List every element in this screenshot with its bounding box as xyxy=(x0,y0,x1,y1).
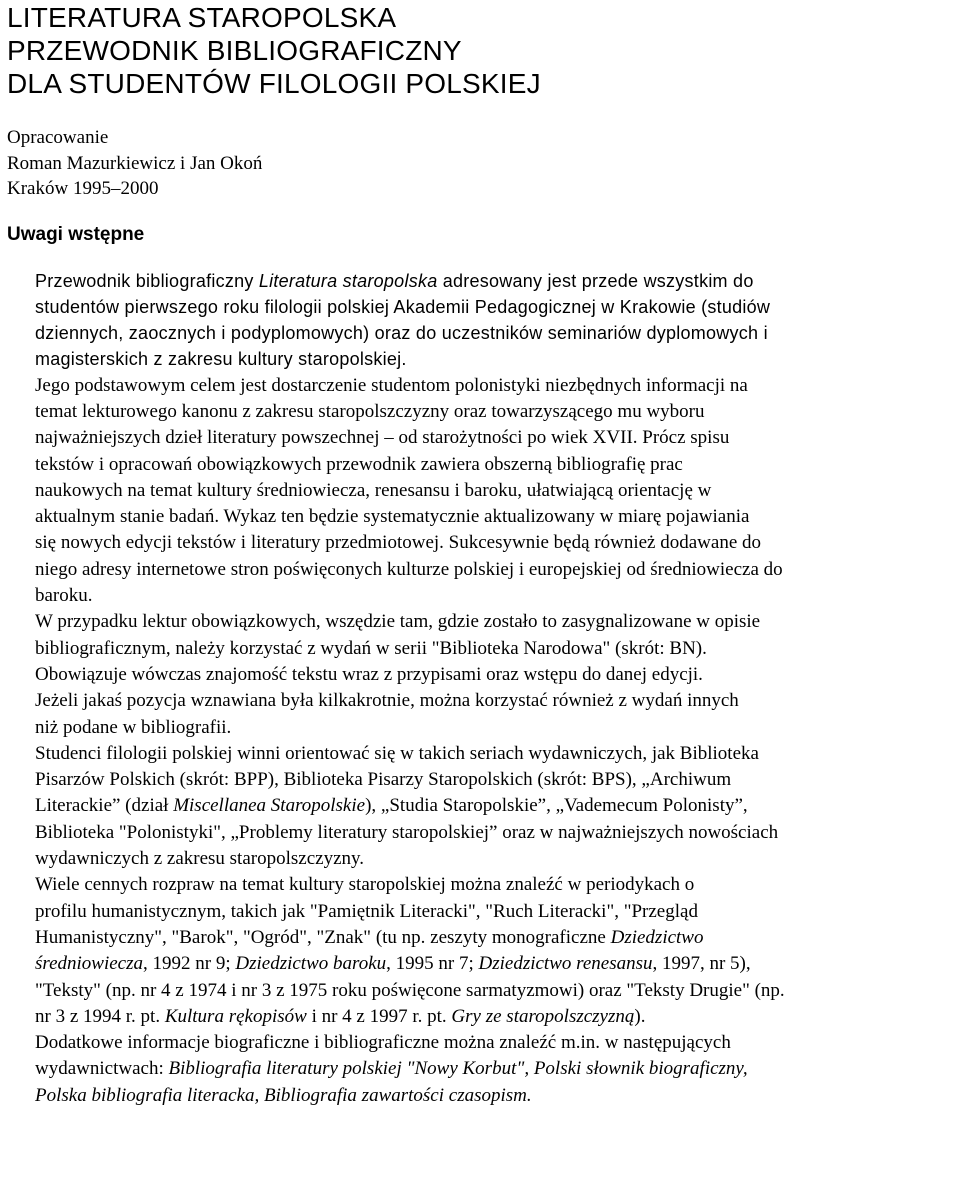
paragraph-1-line-4: magisterskich z zakresu kultury staropolskiej. xyxy=(35,349,407,370)
text: adresowany jest przede wszystkim do xyxy=(437,270,754,291)
text: ). xyxy=(634,1005,646,1027)
paragraph-2-line-7: się nowych edycji tekstów i literatury przedmiotowej. Sukcesywnie będą również dodawane do xyxy=(35,532,762,554)
paragraph-1-line-1 xyxy=(7,268,944,294)
italic-title: Dziedzictwo renesansu xyxy=(478,953,653,975)
paragraph-3-line-4: Jeżeli jakaś pozycja wznawiana była kilkakrotnie, można korzystać również z wydań innych xyxy=(35,690,739,712)
paragraph-1-line-3: dziennych, zaocznych i podyplomowych) oraz do uczestników seminariów dyplomowych i xyxy=(35,323,768,344)
paragraph-2 xyxy=(7,373,944,610)
paragraph-6-line-1: Dodatkowe informacje biograficzne i bibliograficzne można znaleźć m.in. w następujących xyxy=(35,1032,731,1054)
text: Przewodnik bibliograficzny xyxy=(35,270,259,291)
italic-title: Polska bibliografia literacka, Bibliografia zawartości czasopism. xyxy=(35,1084,532,1106)
credits-place-date: Kraków 1995–2000 xyxy=(7,178,159,199)
text: ), „Studia Staropolskie”, „Vademecum Polonisty”, xyxy=(365,795,748,817)
paragraph-4-line-3 xyxy=(7,793,944,819)
paragraph-4-line-4: Biblioteka "Polonistyki", „Problemy literatury staropolskiej” oraz w najważniejszych nowościach xyxy=(35,821,779,843)
text: nr 3 z 1994 r. pt. xyxy=(35,1005,165,1027)
paragraph-6-line-3 xyxy=(7,1083,944,1109)
paragraph-5-line-2: profilu humanistycznym, takich jak "Pamiętnik Literacki", "Ruch Literacki", "Przegląd xyxy=(35,900,698,922)
credits-authors: Roman Mazurkiewicz i Jan Okoń xyxy=(7,152,263,174)
text: , 1995 nr 7; xyxy=(386,953,479,975)
paragraph-4-line-2: Pisarzów Polskich (skrót: BPP), Biblioteka Pisarzy Staropolskich (skrót: BPS), „Archiwum xyxy=(35,769,732,791)
text: wydawnictwach: xyxy=(35,1058,169,1080)
body-text xyxy=(7,268,944,1110)
text: Humanistyczny", "Barok", "Ogród", "Znak" (tu np. zeszyty monograficzne xyxy=(35,926,611,948)
paragraph-2-line-5: naukowych na temat kultury średniowiecza, renesansu i baroku, ułatwiającą orientację w xyxy=(35,479,712,501)
paragraph-3-line-2: bibliograficznym, należy korzystać z wydań w serii "Biblioteka Narodowa" (skrót: BN). xyxy=(35,637,707,659)
paragraph-2-line-2: temat lekturowego kanonu z zakresu staropolszczyzny oraz towarzyszącego mu wyboru xyxy=(35,400,705,422)
paragraph-5-line-5: "Teksty" (np. nr 4 z 1974 i nr 3 z 1975 roku poświęcone sarmatyzmowi) oraz "Teksty Drugie" (np. xyxy=(35,979,785,1001)
paragraph-3-line-5: niż podane w bibliografii. xyxy=(35,716,232,738)
paragraph-4 xyxy=(7,741,944,872)
italic-title: Dziedzictwo baroku xyxy=(235,953,387,975)
paragraph-2-line-3: najważniejszych dzieł literatury powszechnej – od starożytności po wiek XVII. Prócz spisu xyxy=(35,427,730,449)
italic-title: Literatura staropolska xyxy=(258,270,438,291)
section-heading: Uwagi wstępne xyxy=(7,223,145,245)
credits-label: Opracowanie xyxy=(7,127,109,148)
italic-title: Gry ze staropolszczyzną xyxy=(451,1005,635,1027)
paragraph-5 xyxy=(7,872,944,1030)
paragraph-3-line-3: Obowiązuje wówczas znajomość tekstu wraz z przypisami oraz wstępu do danej edycji. xyxy=(35,663,703,685)
italic-title: Dziedzictwo xyxy=(610,926,704,948)
text: Literackie” (dział xyxy=(35,795,174,817)
paragraph-5-line-3 xyxy=(7,925,944,951)
paragraph-3-line-1: W przypadku lektur obowiązkowych, wszędzie tam, gdzie zostało to zasygnalizowane w opisie xyxy=(35,611,761,633)
text: i nr 4 z 1997 r. pt. xyxy=(306,1005,452,1027)
paragraph-1 xyxy=(7,268,944,373)
title-line-2: PRZEWODNIK BIBLIOGRAFICZNY xyxy=(7,35,462,66)
paragraph-4-line-5: wydawniczych z zakresu staropolszczyzny. xyxy=(35,848,365,870)
paragraph-1-line-2: studentów pierwszego roku filologii polskiej Akademii Pedagogicznej w Krakowie (studiów xyxy=(35,296,771,317)
paragraph-2-line-1: Jego podstawowym celem jest dostarczenie studentom polonistyki niezbędnych informacji na xyxy=(35,374,748,396)
italic-title: Bibliografia literatury polskiej "Nowy Korbut", Polski słownik biograficzny, xyxy=(168,1058,748,1080)
paragraph-2-line-4: tekstów i opracowań obowiązkowych przewodnik zawiera obszerną bibliografię prac xyxy=(35,453,683,475)
paragraph-2-line-8: niego adresy internetowe stron poświęconych kulturze polskiej i europejskiej od średniowiecza do xyxy=(35,558,783,580)
paragraph-6 xyxy=(7,1030,944,1109)
paragraph-5-line-1: Wiele cennych rozpraw na temat kultury staropolskiej można znaleźć w periodykach o xyxy=(35,874,695,896)
paragraph-6-line-2 xyxy=(7,1056,944,1082)
italic-title: średniowiecza xyxy=(35,953,144,975)
paragraph-5-line-4 xyxy=(7,951,944,977)
italic-title: Kultura rękopisów xyxy=(164,1005,307,1027)
paragraph-2-line-6: aktualnym stanie badań. Wykaz ten będzie systematycznie aktualizowany w miarę pojawiania xyxy=(35,506,750,528)
text: , 1997, nr 5), xyxy=(652,953,751,975)
paragraph-2-line-9: baroku. xyxy=(35,585,93,607)
text: , 1992 nr 9; xyxy=(143,953,236,975)
italic-title: Miscellanea Staropolskie xyxy=(173,795,366,817)
paragraph-4-line-1: Studenci filologii polskiej winni orientować się w takich seriach wydawniczych, jak Biblioteka xyxy=(35,742,759,764)
title-line-3: DLA STUDENTÓW FILOLOGII POLSKIEJ xyxy=(7,68,541,99)
title-line-1: LITERATURA STAROPOLSKA xyxy=(7,2,397,33)
paragraph-5-line-6 xyxy=(7,1004,944,1030)
paragraph-3 xyxy=(7,609,944,740)
document-title xyxy=(7,0,944,100)
credits xyxy=(7,125,944,202)
